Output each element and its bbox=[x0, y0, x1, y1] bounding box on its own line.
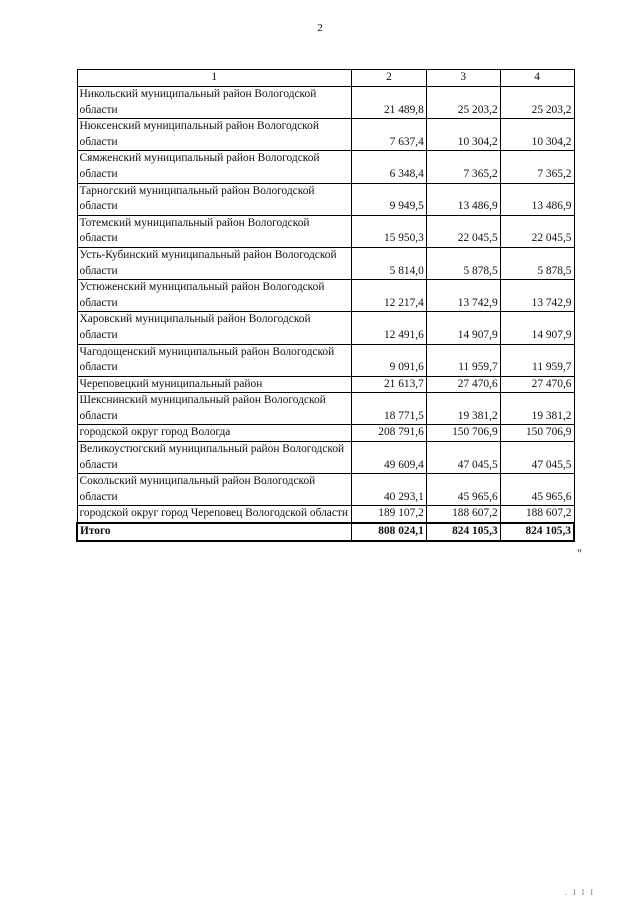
column-header: 1 bbox=[77, 70, 352, 87]
value-col-4: 13 486,9 bbox=[500, 183, 574, 215]
table-row bbox=[77, 344, 574, 376]
total-label: Итого bbox=[77, 523, 352, 541]
value-col-2: 208 791,6 bbox=[352, 425, 427, 442]
value-col-4: 188 607,2 bbox=[500, 506, 574, 523]
total-col-3: 824 105,3 bbox=[426, 523, 500, 541]
municipality-name: Череповецкий муниципальный район bbox=[77, 376, 352, 393]
value-col-3: 27 470,6 bbox=[426, 376, 500, 393]
table-row bbox=[77, 119, 574, 151]
value-col-3: 11 959,7 bbox=[426, 344, 500, 376]
closing-quote: " bbox=[577, 546, 582, 560]
municipality-name: Великоустюгский муниципальный район Вологодской области bbox=[77, 442, 352, 474]
value-col-4: 13 742,9 bbox=[500, 280, 574, 312]
municipality-name: Никольский муниципальный район Вологодской области bbox=[77, 87, 352, 119]
value-col-4: 150 706,9 bbox=[500, 425, 574, 442]
value-col-3: 5 878,5 bbox=[426, 247, 500, 279]
table-row bbox=[77, 442, 574, 474]
table-row bbox=[77, 215, 574, 247]
municipality-name: Чагодощенский муниципальный район Вологодской области bbox=[77, 344, 352, 376]
table-row bbox=[77, 312, 574, 344]
value-col-2: 40 293,1 bbox=[352, 474, 427, 506]
value-col-2: 49 609,4 bbox=[352, 442, 427, 474]
value-col-4: 25 203,2 bbox=[500, 87, 574, 119]
table-row bbox=[77, 425, 574, 442]
value-col-3: 188 607,2 bbox=[426, 506, 500, 523]
municipality-name: Сокольский муниципальный район Вологодской области bbox=[77, 474, 352, 506]
value-col-4: 22 045,5 bbox=[500, 215, 574, 247]
value-col-3: 150 706,9 bbox=[426, 425, 500, 442]
value-col-2: 12 217,4 bbox=[352, 280, 427, 312]
value-col-3: 13 742,9 bbox=[426, 280, 500, 312]
total-col-2: 808 024,1 bbox=[352, 523, 427, 541]
value-col-4: 7 365,2 bbox=[500, 151, 574, 183]
value-col-2: 9 091,6 bbox=[352, 344, 427, 376]
value-col-3: 47 045,5 bbox=[426, 442, 500, 474]
value-col-3: 7 365,2 bbox=[426, 151, 500, 183]
table-row bbox=[77, 393, 574, 425]
total-row bbox=[77, 523, 574, 541]
value-col-2: 21 489,8 bbox=[352, 87, 427, 119]
municipality-name: Тарногский муниципальный район Вологодской области bbox=[77, 183, 352, 215]
value-col-3: 22 045,5 bbox=[426, 215, 500, 247]
total-col-4: 824 105,3 bbox=[500, 523, 574, 541]
budget-table bbox=[76, 69, 575, 542]
value-col-2: 12 491,6 bbox=[352, 312, 427, 344]
page-number: 2 bbox=[317, 22, 323, 34]
value-col-4: 5 878,5 bbox=[500, 247, 574, 279]
municipality-name: городской округ город Череповец Вологодской области bbox=[77, 506, 352, 523]
table-header-row bbox=[77, 70, 574, 87]
table-row bbox=[77, 151, 574, 183]
value-col-3: 45 965,6 bbox=[426, 474, 500, 506]
value-col-4: 11 959,7 bbox=[500, 344, 574, 376]
value-col-2: 5 814,0 bbox=[352, 247, 427, 279]
column-header: 2 bbox=[352, 70, 427, 87]
value-col-3: 13 486,9 bbox=[426, 183, 500, 215]
column-header: 4 bbox=[500, 70, 574, 87]
value-col-2: 18 771,5 bbox=[352, 393, 427, 425]
table-row bbox=[77, 247, 574, 279]
value-col-4: 14 907,9 bbox=[500, 312, 574, 344]
table-row bbox=[77, 280, 574, 312]
value-col-2: 15 950,3 bbox=[352, 215, 427, 247]
value-col-2: 21 613,7 bbox=[352, 376, 427, 393]
table-row bbox=[77, 506, 574, 523]
footer-mark: . I I I bbox=[565, 888, 595, 897]
column-header: 3 bbox=[426, 70, 500, 87]
municipality-name: городской округ город Вологда bbox=[77, 425, 352, 442]
value-col-3: 14 907,9 bbox=[426, 312, 500, 344]
value-col-2: 9 949,5 bbox=[352, 183, 427, 215]
value-col-4: 45 965,6 bbox=[500, 474, 574, 506]
municipality-name: Харовский муниципальный район Вологодской области bbox=[77, 312, 352, 344]
value-col-4: 27 470,6 bbox=[500, 376, 574, 393]
municipality-name: Сямженский муниципальный район Вологодской области bbox=[77, 151, 352, 183]
table-row bbox=[77, 183, 574, 215]
table-row bbox=[77, 87, 574, 119]
municipality-name: Устюженский муниципальный район Вологодской области bbox=[77, 280, 352, 312]
table-row bbox=[77, 474, 574, 506]
municipality-name: Тотемский муниципальный район Вологодской области bbox=[77, 215, 352, 247]
value-col-2: 6 348,4 bbox=[352, 151, 427, 183]
table-row bbox=[77, 376, 574, 393]
value-col-4: 47 045,5 bbox=[500, 442, 574, 474]
value-col-3: 19 381,2 bbox=[426, 393, 500, 425]
value-col-4: 19 381,2 bbox=[500, 393, 574, 425]
municipality-name: Усть-Кубинский муниципальный район Вологодской области bbox=[77, 247, 352, 279]
municipality-name: Шекснинский муниципальный район Вологодской области bbox=[77, 393, 352, 425]
value-col-2: 189 107,2 bbox=[352, 506, 427, 523]
municipality-name: Нюксенский муниципальный район Вологодской области bbox=[77, 119, 352, 151]
value-col-3: 25 203,2 bbox=[426, 87, 500, 119]
value-col-3: 10 304,2 bbox=[426, 119, 500, 151]
value-col-2: 7 637,4 bbox=[352, 119, 427, 151]
value-col-4: 10 304,2 bbox=[500, 119, 574, 151]
